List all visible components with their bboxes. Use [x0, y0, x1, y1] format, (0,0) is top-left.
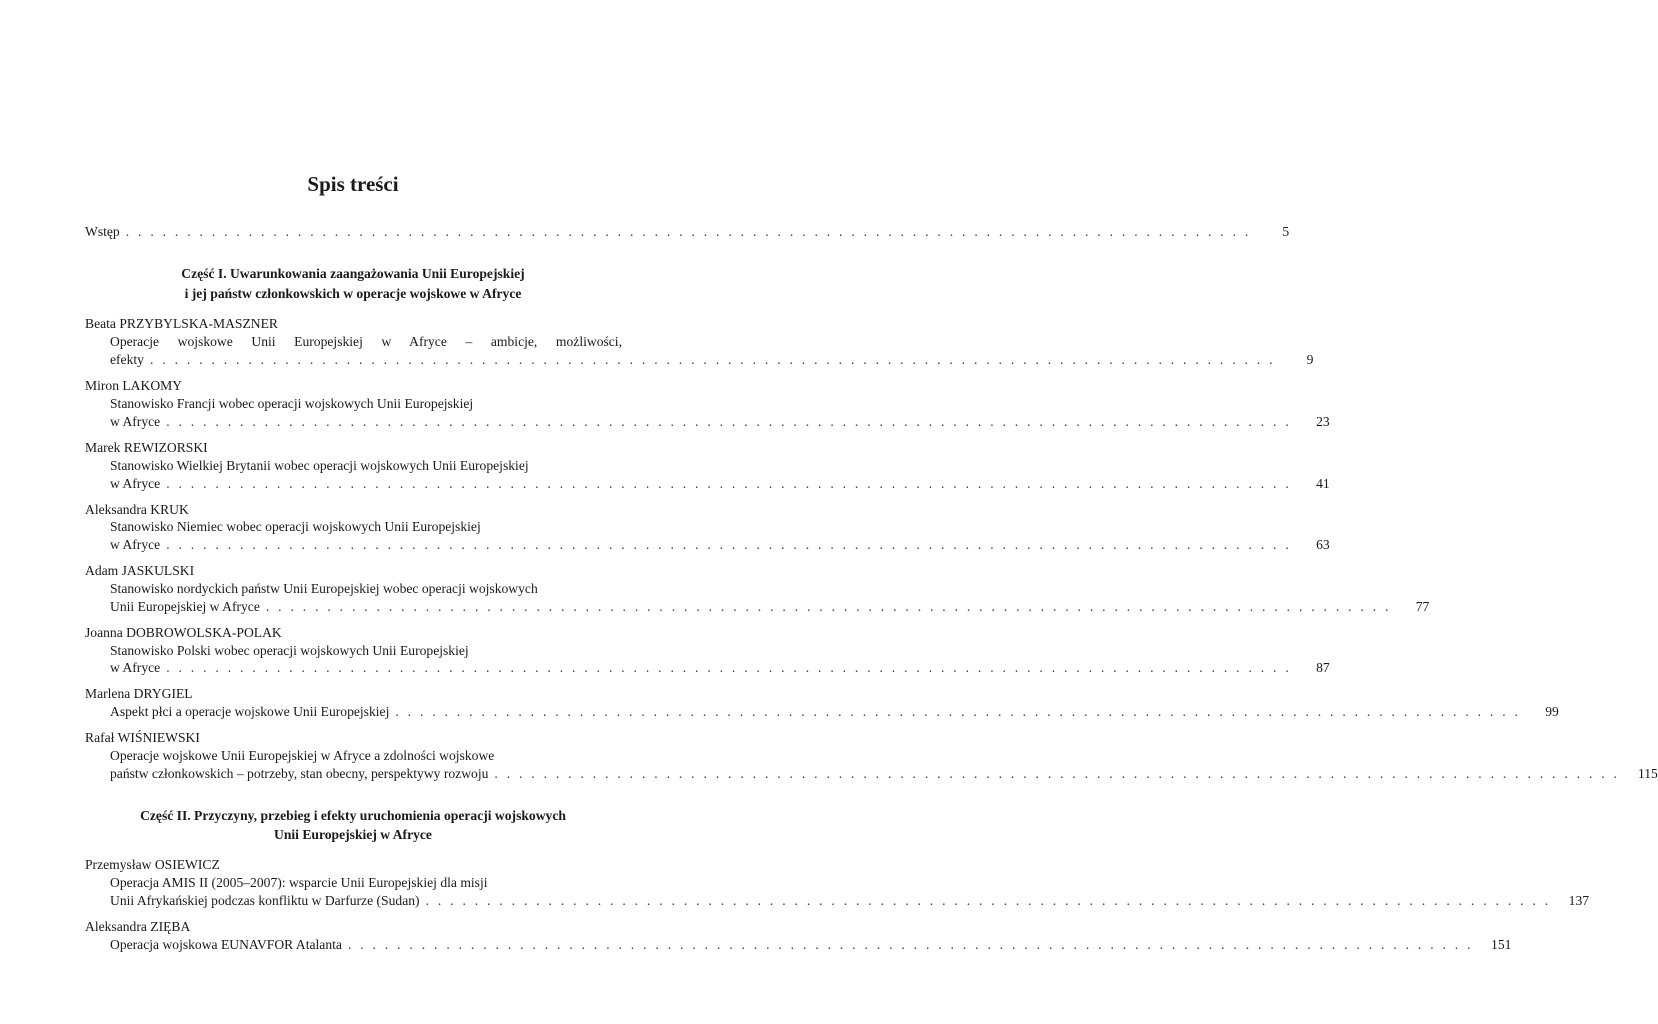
- author-name: Marlena DRYGIEL: [85, 686, 193, 701]
- part-heading-1-line-1: Część I. Uwarunkowania zaangażowania Unii Europejskiej: [181, 266, 525, 281]
- author-name: Adam JASKULSKI: [85, 563, 195, 578]
- toc-entry-row[interactable]: [110, 535, 1330, 555]
- author-name: Joanna DOBROWOLSKA-POLAK: [85, 625, 282, 640]
- author-name: Rafał WIŚNIEWSKI: [85, 730, 200, 745]
- entry-title-line: Aspekt płci a operacje wojskowe Unii Europejskiej: [110, 704, 390, 719]
- entry-title-line: w Afryce: [110, 660, 161, 675]
- dot-leader: ............................................................................................: [149, 352, 1282, 367]
- dot-leader: ............................................................................................: [395, 704, 1527, 719]
- page-number: 41: [1316, 476, 1330, 491]
- entry-title-line: państw członkowskich – potrzeby, stan obecny, perspektywy rozwoju: [110, 766, 489, 781]
- toc-entry-row[interactable]: [110, 412, 1330, 432]
- entry-title-line: efekty: [110, 352, 144, 367]
- intro-label: Wstęp: [85, 224, 120, 239]
- toc-entry-row[interactable]: [110, 935, 1512, 955]
- dot-leader: ............................................................................................: [166, 537, 1298, 552]
- toc-entry-row[interactable]: [110, 658, 1330, 678]
- page-number: 99: [1545, 704, 1559, 719]
- part-heading-2-line-1: Część II. Przyczyny, przebieg i efekty uruchomienia operacji wojskowych: [140, 808, 566, 823]
- entry-title-line: w Afryce: [110, 476, 161, 491]
- toc-entry-row[interactable]: [110, 350, 1314, 370]
- entry-title-line: Unii Afrykańskiej podczas konfliktu w Darfurze (Sudan): [110, 893, 420, 908]
- dot-leader: ............................................................................................: [166, 414, 1298, 429]
- page-number: 5: [1282, 224, 1290, 239]
- page-number: 137: [1568, 893, 1590, 908]
- author-name: Aleksandra KRUK: [85, 502, 189, 517]
- entry-title-line: Operacja AMIS II (2005–2007): wsparcie Unii Europejskiej dla misji: [110, 875, 488, 890]
- page-number: 87: [1316, 660, 1330, 675]
- dot-leader: ............................................................................................: [166, 476, 1298, 491]
- page-number: 63: [1316, 537, 1330, 552]
- page-number: 9: [1306, 352, 1314, 367]
- author-name: Beata PRZYBYLSKA-MASZNER: [85, 316, 278, 331]
- author-name: Przemysław OSIEWICZ: [85, 857, 220, 872]
- page-number: 151: [1491, 937, 1512, 952]
- entry-title-line: w Afryce: [110, 537, 161, 552]
- toc-entry-row[interactable]: [110, 702, 1559, 722]
- entry-title-line: Stanowisko Wielkiej Brytanii wobec operacji wojskowych Unii Europejskiej: [110, 458, 529, 473]
- entry-title-line: Stanowisko nordyckich państw Unii Europejskiej wobec operacji wojskowych: [110, 581, 538, 596]
- dot-leader: ............................................................................................: [265, 599, 1398, 614]
- author-name: Marek REWIZORSKI: [85, 440, 208, 455]
- toc-entry-row[interactable]: [110, 474, 1330, 494]
- entry-title-line: Operacje wojskowe Unii Europejskiej w Afryce – ambicje, możliwości,: [110, 334, 622, 349]
- page-number: 77: [1415, 599, 1430, 614]
- part-heading-2-line-2: Unii Europejskiej w Afryce: [274, 827, 432, 842]
- entry-title-line: Stanowisko Niemiec wobec operacji wojskowych Unii Europejskiej: [110, 519, 481, 534]
- toc-entry-row[interactable]: [110, 764, 1658, 784]
- entry-title-line: w Afryce: [110, 414, 161, 429]
- dot-leader: ............................................................................................: [425, 893, 1558, 908]
- page-number: 23: [1316, 414, 1330, 429]
- dot-leader: ............................................................................................: [347, 937, 1480, 952]
- entry-title-line: Operacje wojskowe Unii Europejskiej w Afryce a zdolności wojskowe: [110, 748, 495, 763]
- author-name: Miron LAKOMY: [85, 378, 183, 393]
- entry-title-line: Unii Europejskiej w Afryce: [110, 599, 260, 614]
- toc-entry-row[interactable]: [110, 597, 1430, 617]
- entry-title-line: Stanowisko Polski wobec operacji wojskowych Unii Europejskiej: [110, 643, 469, 658]
- toc-entry-intro[interactable]: [85, 222, 1290, 242]
- author-name: Aleksandra ZIĘBA: [85, 919, 191, 934]
- page-title: Spis treści: [307, 172, 399, 196]
- dot-leader: ............................................................................................: [125, 224, 1258, 239]
- entry-title-line: Stanowisko Francji wobec operacji wojskowych Unii Europejskiej: [110, 396, 474, 411]
- toc-entry-row[interactable]: [110, 891, 1590, 911]
- entry-title-line: Operacja wojskowa EUNAVFOR Atalanta: [110, 937, 342, 952]
- page-number: 115: [1637, 766, 1658, 781]
- part-heading-1-line-2: i jej państw członkowskich w operacje wojskowe w Afryce: [184, 286, 522, 301]
- dot-leader: ............................................................................................: [494, 766, 1626, 781]
- dot-leader: ............................................................................................: [166, 660, 1298, 675]
